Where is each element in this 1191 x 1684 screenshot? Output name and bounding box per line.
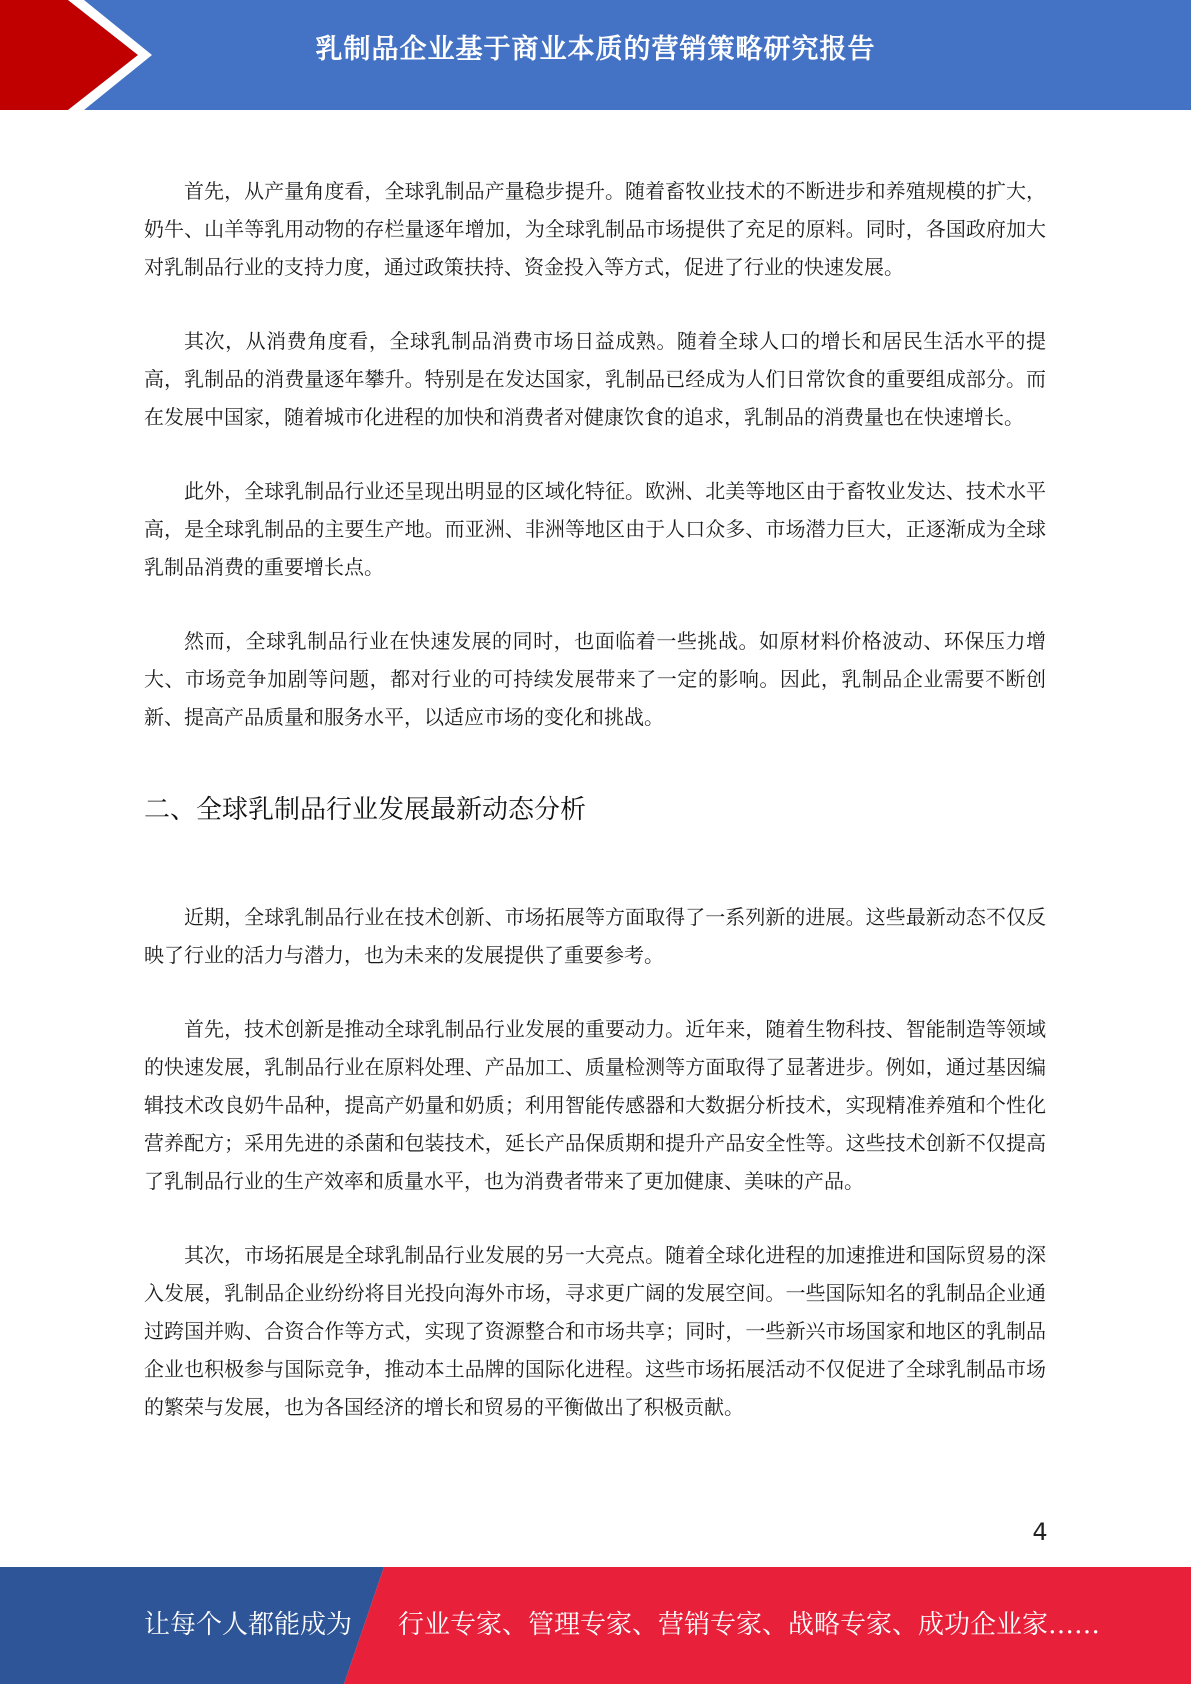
footer-slogan-right: 行业专家、管理专家、营销专家、战略专家、成功企业家…… <box>398 1610 1101 1640</box>
paragraph: 其次，市场拓展是全球乳制品行业发展的另一大亮点。随着全球化进程的加速推进和国际贸易的深入发展，乳制品企业纷纷将目光投向海外市场，寻求更广阔的发展空间。一些国际知名的乳制品企业通过跨国并购、合资合作等方式，实现了资源整合和市场共享；同时，一些新兴市场国家和地区的乳制品企业也积极参与国际竞争，推动本土品牌的国际化进程。这些市场拓展活动不仅促进了全球乳制品市场的繁荣与发展，也为各国经济的增长和贸易的平衡做出了积极贡献。 <box>144 1243 1046 1419</box>
paragraph: 其次，从消费角度看，全球乳制品消费市场日益成熟。随着全球人口的增长和居民生活水平的提高，乳制品的消费量逐年攀升。特别是在发达国家，乳制品已经成为人们日常饮食的重要组成部分。而在发展中国家，随着城市化进程的加快和消费者对健康饮食的追求，乳制品的消费量也在快速增长。 <box>144 329 1046 429</box>
page-number: 4 <box>1032 1518 1048 1546</box>
paragraph: 然而，全球乳制品行业在快速发展的同时，也面临着一些挑战。如原材料价格波动、环保压力增大、市场竞争加剧等问题，都对行业的可持续发展带来了一定的影响。因此，乳制品企业需要不断创新、提高产品质量和服务水平，以适应市场的变化和挑战。 <box>144 629 1046 729</box>
footer-banner <box>0 1567 1191 1684</box>
paragraph: 近期，全球乳制品行业在技术创新、市场拓展等方面取得了一系列新的进展。这些最新动态不仅反映了行业的活力与潜力，也为未来的发展提供了重要参考。 <box>144 905 1046 967</box>
document-title: 乳制品企业基于商业本质的营销策略研究报告 <box>315 34 876 65</box>
paragraph: 此外，全球乳制品行业还呈现出明显的区域化特征。欧洲、北美等地区由于畜牧业发达、技术水平高，是全球乳制品的主要生产地。而亚洲、非洲等地区由于人口众多、市场潜力巨大，正逐渐成为全球乳制品消费的重要增长点。 <box>144 479 1046 579</box>
footer-slogan-left: 让每个人都能成为 <box>144 1610 353 1640</box>
paragraph: 首先，从产量角度看，全球乳制品产量稳步提升。随着畜牧业技术的不断进步和养殖规模的扩大，奶牛、山羊等乳用动物的存栏量逐年增加，为全球乳制品市场提供了充足的原料。同时，各国政府加大对乳制品行业的支持力度，通过政策扶持、资金投入等方式，促进了行业的快速发展。 <box>144 179 1046 279</box>
paragraph: 首先，技术创新是推动全球乳制品行业发展的重要动力。近年来，随着生物科技、智能制造等领域的快速发展，乳制品行业在原料处理、产品加工、质量检测等方面取得了显著进步。例如，通过基因编辑技术改良奶牛品种，提高产奶量和奶质；利用智能传感器和大数据分析技术，实现精准养殖和个性化营养配方；采用先进的杀菌和包装技术，延长产品保质期和提升产品安全性等。这些技术创新不仅提高了乳制品行业的生产效率和质量水平，也为消费者带来了更加健康、美味的产品。 <box>144 1017 1046 1193</box>
document-body <box>144 172 1046 1462</box>
section-heading: 二、全球乳制品行业发展最新动态分析 <box>144 795 587 825</box>
